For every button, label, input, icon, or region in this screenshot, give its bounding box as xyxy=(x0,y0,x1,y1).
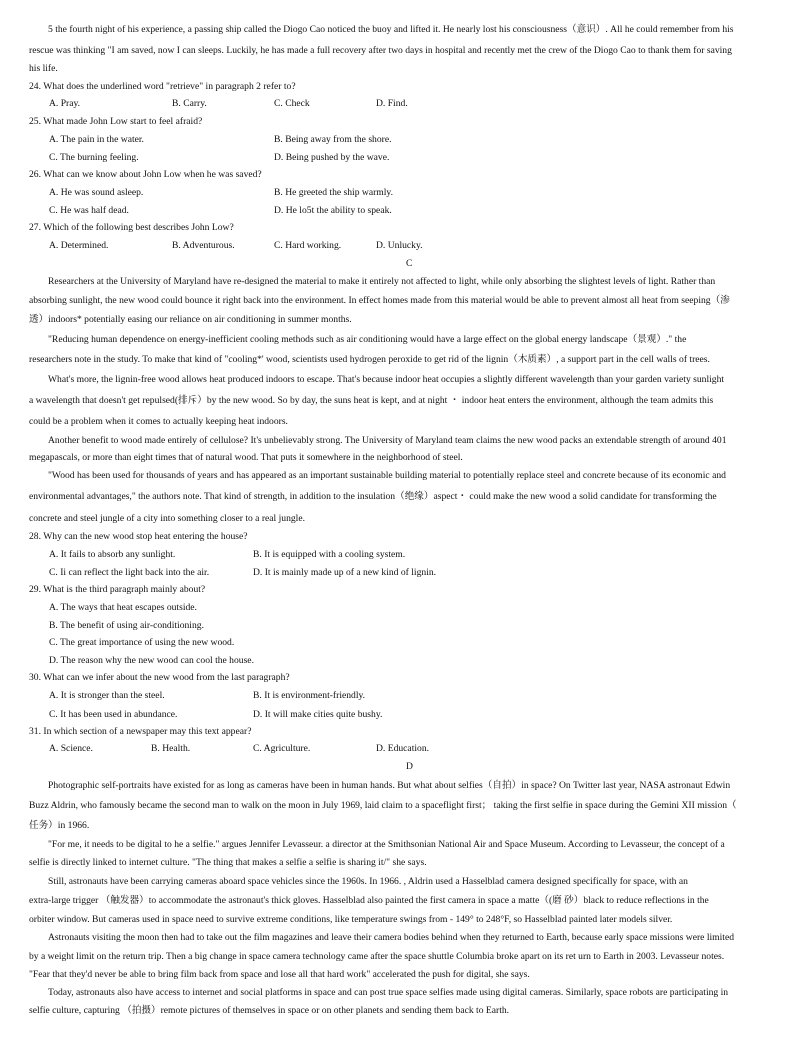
passage-d-line: orbiter window. But cameras used in space need to survive extreme conditions, like temperature swings from - 149° to 248°F, so Hasselblad painted later models silver. xyxy=(29,914,673,925)
passage-d-line: by a weight limit on the return trip. Then a big change in space camera technology came after the space shuttle Columbia broke apart on its ret urn to Earth in 2003. Levasseur notes. xyxy=(29,951,725,962)
answer-option: D. The reason why the new wood can cool the house. xyxy=(49,655,254,666)
answer-option: A. It is stronger than the steel. xyxy=(49,690,165,701)
passage-d-line: "For me, it needs to be digital to he a selfie." argues Jennifer Levasseur. a director at the Smithsonian National Air and Space Museum. According to Levasseur, the concept of a xyxy=(48,839,725,850)
passage-b-line: rescue was thinking "I am saved, now I can sleeps. Luckily, he has made a full recovery after two days in hospital and recently met the crew of the Diogo Cao to thank them for saving xyxy=(29,45,732,56)
passage-d-line: Buzz Aldrin, who famously became the second man to walk on the moon in July 1969, laid claim to a spaceflight first； taking the first selfie in space during the Gemini XII mission（ xyxy=(29,800,737,811)
answer-option: C. The burning feeling. xyxy=(49,152,139,163)
question-stem: 30. What can we infer about the new wood from the last paragraph? xyxy=(29,672,290,683)
answer-option: C. Check xyxy=(274,98,310,109)
passage-c-line: researchers note in the study. To make that kind of "cooling*' wood, scientists used hydrogen peroxide to get rid of the lignin（木质素）, a support part in the cell walls of trees. xyxy=(29,354,710,365)
answer-option: B. Being away from the shore. xyxy=(274,134,392,145)
passage-c-line: a wavelength that doesn't get repulsed(排斥）by the new wood. So by day, the suns heat is kept, and at night ・ indoor heat enters the environment, although the team admits this xyxy=(29,395,714,406)
answer-option: B. He greeted the ship warmly. xyxy=(274,187,393,198)
answer-option: A. The ways that heat escapes outside. xyxy=(49,602,197,613)
question-stem: 25. What made John Low start to feel afraid? xyxy=(29,116,203,127)
answer-option: B. Adventurous. xyxy=(172,240,235,251)
passage-c-line: What's more, the lignin-free wood allows heat produced indoors to escape. That's because indoor heat occupies a slightly different wavelength than your garden variety sunlight xyxy=(48,374,725,385)
passage-c-line: Another benefit to wood made entirely of cellulose? It's unbelievably strong. The University of Maryland team claims the new wood packs an extendable strength of around 401 xyxy=(48,435,727,446)
answer-option: C. Agriculture. xyxy=(253,743,311,754)
question-stem: 27. Which of the following best describes John Low? xyxy=(29,222,234,233)
answer-option: D. Find. xyxy=(376,98,408,109)
answer-option: A. It fails to absorb any sunlight. xyxy=(49,549,176,560)
question-stem: 29. What is the third paragraph mainly about? xyxy=(29,584,206,595)
answer-option: B. Health. xyxy=(151,743,191,754)
passage-d-line: "Fear that they'd never be able to bring film back from space and lose all that hard work" accelerated the push for digital, she says. xyxy=(29,969,530,980)
passage-c-line: absorbing sunlight, the new wood could bounce it right back into the environment. In effect homes made from this material would be able to prevent almost all heat from seeping（渗 xyxy=(29,295,730,306)
answer-option: A. Determined. xyxy=(49,240,109,251)
answer-option: D. Being pushed by the wave. xyxy=(274,152,390,163)
passage-d-line: Photographic self-portraits have existed for as long as cameras have been in human hands. But what about selfies（自拍）in space? On Twitter last year, NASA astronaut Edwin xyxy=(48,780,731,791)
answer-option: A. He was sound asleep. xyxy=(49,187,144,198)
answer-option: C. It has been used in abundance. xyxy=(49,709,178,720)
question-stem: 28. Why can the new wood stop heat entering the house? xyxy=(29,531,248,542)
passage-c-line: Researchers at the University of Maryland have re-designed the material to make it entirely not affected to light, while only absorbing the slightest levels of light. Rather than xyxy=(48,276,716,287)
answer-option: D. He lo5t the ability to speak. xyxy=(274,205,392,216)
answer-option: D. Unlucky. xyxy=(376,240,423,251)
answer-option: C. He was half dead. xyxy=(49,205,129,216)
question-stem: 26. What can we know about John Low when he was saved? xyxy=(29,169,262,180)
passage-d-line: Astronauts visiting the moon then had to take out the film magazines and leave their camera bodies behind when they returned to Earth, because early space missions were limited xyxy=(48,932,735,943)
passage-c-line: concrete and steel jungle of a city into something closer to a real jungle. xyxy=(29,513,305,524)
passage-c-line: 透）indoors* potentially easing our reliance on air conditioning in summer months. xyxy=(29,314,352,325)
answer-option: B. The benefit of using air-conditioning. xyxy=(49,620,204,631)
question-stem: 24. What does the underlined word "retrieve" in paragraph 2 refer to? xyxy=(29,81,296,92)
passage-c-line: could be a problem when it comes to actually keeping heat indoors. xyxy=(29,416,288,427)
passage-c-line: "Reducing human dependence on energy-inefficient cooling methods such as air conditioning would have a large effect on the global energy landscape（景观）." the xyxy=(48,334,687,345)
passage-d-line: Today, astronauts also have access to internet and social platforms in space and can post true space selfies made using digital cameras. Similarly, space robots are participating in xyxy=(48,987,729,998)
passage-c-line: environmental advantages," the authors note. That kind of strength, in addition to the insulation（绝缘）aspect・ could make the new wood a solid candidate for transforming the xyxy=(29,491,717,502)
answer-option: B. Carry. xyxy=(172,98,207,109)
passage-b-line: his life. xyxy=(29,63,58,74)
passage-c-line: "Wood has been used for thousands of years and has appeared as an important sustainable building material to potentially replace steel and concrete because of its economic and xyxy=(48,470,726,481)
passage-d-line: 任务）in 1966. xyxy=(29,820,90,831)
passage-d-line: selfie culture, capturing （拍摄）remote pictures of themselves in space or on other planets and sending them back to Earth. xyxy=(29,1005,510,1016)
answer-option: D. It will make cities quite bushy. xyxy=(253,709,383,720)
answer-option: D. It is mainly made up of a new kind of lignin. xyxy=(253,567,437,578)
passage-d-line: selfie is directly linked to internet culture. "The thing that makes a selfie a selfie is sharing it/" she says. xyxy=(29,857,427,868)
section-label: C xyxy=(406,258,413,269)
answer-option: A. The pain in the water. xyxy=(49,134,144,145)
answer-option: A. Pray. xyxy=(49,98,81,109)
answer-option: C. The great importance of using the new wood. xyxy=(49,637,235,648)
question-stem: 31. In which section of a newspaper may this text appear? xyxy=(29,726,252,737)
answer-option: C. Hard working. xyxy=(274,240,342,251)
answer-option: D. Education. xyxy=(376,743,430,754)
answer-option: C. Ii can reflect the light back into the air. xyxy=(49,567,210,578)
passage-b-line: 5 the fourth night of his experience, a passing ship called the Diogo Cao noticed the buoy and lifted it. He nearly lost his consciousness（意识）. All he could remember from his xyxy=(48,24,734,35)
answer-option: B. It is environment-friendly. xyxy=(253,690,366,701)
section-label: D xyxy=(406,761,413,772)
answer-option: B. It is equipped with a cooling system. xyxy=(253,549,406,560)
passage-d-line: extra-large trigger （触发器）to accommodate the astronaut's thick gloves. Hasselblad also painted the first camera in space a matte（(磨 砂）black to reduce reflections in the xyxy=(29,895,709,906)
passage-c-line: megapascals, or more than eight times that of natural wood. That puts it somewhere in the neighborhood of steel. xyxy=(29,452,463,463)
passage-d-line: Still, astronauts have been carrying cameras aboard space vehicles since the 1960s. In 1966. , Aldrin used a Hasselblad camera designed specifically for space, with an xyxy=(48,876,688,887)
answer-option: A. Science. xyxy=(49,743,93,754)
